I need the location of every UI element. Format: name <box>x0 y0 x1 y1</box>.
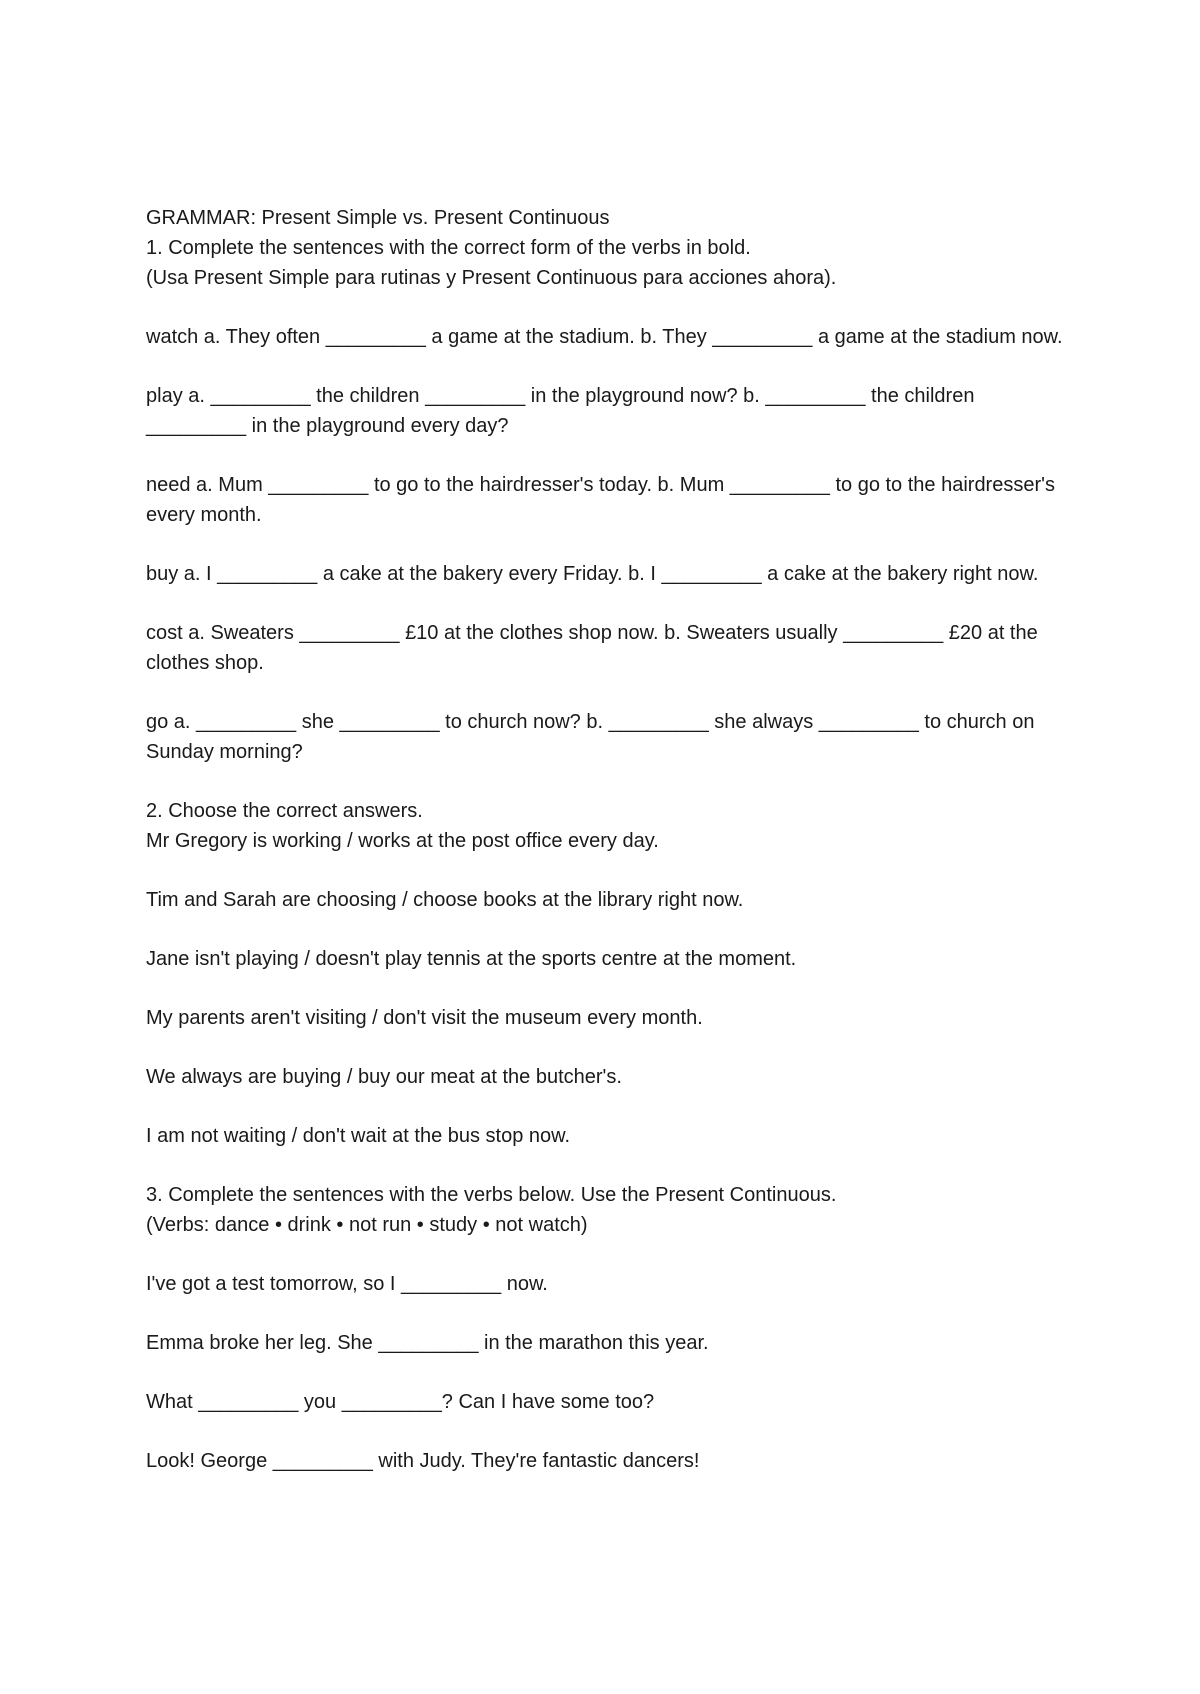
section2-item: I am not waiting / don't wait at the bus stop now. <box>146 1125 571 1147</box>
spacer <box>146 1240 1066 1269</box>
section1-heading: 1. Complete the sentences with the correct form of the verbs in bold. <box>146 237 751 259</box>
spacer <box>146 767 1066 796</box>
spacer <box>146 589 1066 618</box>
section3-item: I've got a test tomorrow, so I _________ now. <box>146 1273 548 1295</box>
spacer <box>146 678 1066 707</box>
spacer <box>146 974 1066 1003</box>
spacer <box>146 1151 1066 1180</box>
section1-item: need a. Mum _________ to go to the hairdresser's today. b. Mum _________ to go to the hairdresser's every month. <box>146 474 1061 526</box>
section3-verbs: (Verbs: dance • drink • not run • study • not watch) <box>146 1214 588 1236</box>
spacer <box>146 1417 1066 1446</box>
section3-heading: 3. Complete the sentences with the verbs below. Use the Present Continuous. <box>146 1184 837 1206</box>
section2-item: Mr Gregory is working / works at the post office every day. <box>146 830 659 852</box>
section2-item: We always are buying / buy our meat at the butcher's. <box>146 1066 622 1088</box>
spacer <box>146 1033 1066 1062</box>
spacer <box>146 352 1066 381</box>
section2-heading: 2. Choose the correct answers. <box>146 800 423 822</box>
spacer <box>146 293 1066 322</box>
spacer <box>146 1299 1066 1328</box>
section1-item: go a. _________ she _________ to church now? b. _________ she always _________ to church on Sunday morning? <box>146 711 1041 763</box>
section1-item: play a. _________ the children _________ in the playground now? b. _________ the children _________ in the playground every day? <box>146 385 980 437</box>
worksheet-content <box>146 203 1066 1476</box>
worksheet-title: GRAMMAR: Present Simple vs. Present Continuous <box>146 207 610 229</box>
section1-item: cost a. Sweaters _________ £10 at the clothes shop now. b. Sweaters usually _________ £20 at the clothes shop. <box>146 622 1044 674</box>
spacer <box>146 1092 1066 1121</box>
section1-item: watch a. They often _________ a game at the stadium. b. They _________ a game at the stadium now. <box>146 326 1063 348</box>
section3-item: Emma broke her leg. She _________ in the marathon this year. <box>146 1332 709 1354</box>
section3-item: Look! George _________ with Judy. They're fantastic dancers! <box>146 1450 700 1472</box>
spacer <box>146 915 1066 944</box>
section2-item: Tim and Sarah are choosing / choose books at the library right now. <box>146 889 744 911</box>
section2-item: Jane isn't playing / doesn't play tennis at the sports centre at the moment. <box>146 948 797 970</box>
section3-item: What _________ you _________? Can I have some too? <box>146 1391 655 1413</box>
spacer <box>146 441 1066 470</box>
spacer <box>146 530 1066 559</box>
section2-item: My parents aren't visiting / don't visit the museum every month. <box>146 1007 703 1029</box>
spacer <box>146 856 1066 885</box>
spacer <box>146 1358 1066 1387</box>
section1-note: (Usa Present Simple para rutinas y Present Continuous para acciones ahora). <box>146 267 837 289</box>
section1-item: buy a. I _________ a cake at the bakery every Friday. b. I _________ a cake at the bakery right now. <box>146 563 1039 585</box>
